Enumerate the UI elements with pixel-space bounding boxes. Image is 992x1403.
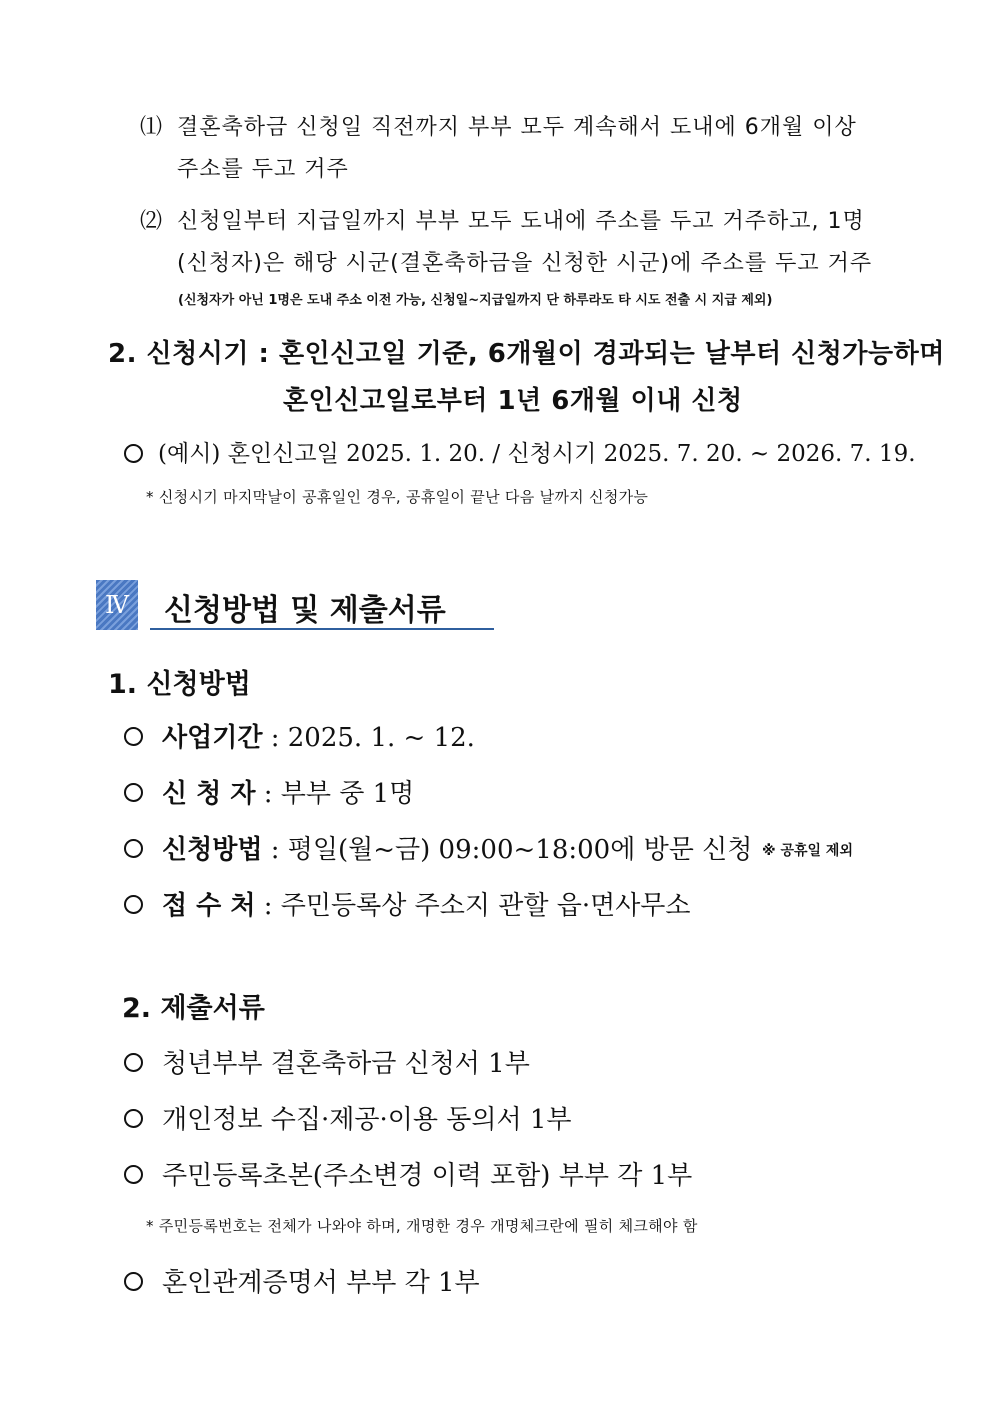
condition-1-line1: 결혼축하금 신청일 직전까지 부부 모두 계속해서 도내에 6개월 이상: [177, 115, 857, 140]
method-row-value: : 2025. 1. ~ 12.: [270, 723, 475, 753]
method-row-value: : 평일(월~금) 09:00~18:00에 방문 신청: [270, 835, 753, 865]
section-title: 신청방법 및 제출서류: [164, 593, 446, 628]
method-row-office: [162, 885, 691, 922]
method-row-value: : 주민등록상 주소지 관할 읍·면사무소: [263, 891, 691, 921]
section-roman-numeral: Ⅳ: [105, 591, 129, 619]
circle-bullet-icon: [124, 1053, 143, 1072]
document-item: 혼인관계증명서 부부 각 1부: [162, 1268, 480, 1298]
documents-note: * 주민등록번호는 전체가 나와야 하며, 개명한 경우 개명체크란에 필히 체크해야 함: [146, 1217, 698, 1235]
condition-2-line1: 신청일부터 지급일까지 부부 모두 도내에 주소를 두고 거주하고, 1명: [177, 209, 865, 234]
condition-1-number: ⑴: [140, 115, 164, 140]
method-heading: 1. 신청방법: [108, 669, 251, 700]
method-row-period: [162, 717, 475, 754]
section-title-underline: [150, 628, 494, 630]
circle-bullet-icon: [124, 444, 143, 463]
method-row-method: [162, 829, 752, 866]
method-row-label: 접 수 처: [162, 891, 256, 921]
document-item: 개인정보 수집·제공·이용 동의서 1부: [162, 1105, 572, 1135]
circle-bullet-icon: [124, 727, 143, 746]
method-row-label: 사업기간: [162, 723, 263, 753]
timing-heading-line1: 2. 신청시기 : 혼인신고일 기준, 6개월이 경과되는 날부터 신청가능하며: [108, 339, 945, 369]
condition-1-line2: 주소를 두고 거주: [177, 157, 349, 182]
section-roman-badge: [96, 580, 138, 630]
condition-2-number: ⑵: [140, 209, 164, 234]
document-item: 주민등록초본(주소변경 이력 포함) 부부 각 1부: [162, 1161, 693, 1191]
circle-bullet-icon: [124, 783, 143, 802]
holiday-exclusion-note: ※ 공휴일 제외: [762, 843, 853, 859]
timing-example: (예시) 혼인신고일 2025. 1. 20. / 신청시기 2025. 7. 20. ~ 2026. 7. 19.: [158, 441, 916, 467]
method-row-value: : 부부 중 1명: [263, 779, 415, 809]
timing-note: * 신청시기 마지막날이 공휴일인 경우, 공휴일이 끝난 다음 날까지 신청가능: [146, 488, 649, 506]
method-row-label: 신 청 자: [162, 779, 256, 809]
condition-2-note: (신청자가 아닌 1명은 도내 주소 이전 가능, 신청일~지급일까지 단 하루라도 타 시도 전출 시 지급 제외): [178, 293, 773, 308]
documents-heading: 2. 제출서류: [122, 993, 265, 1024]
circle-bullet-icon: [124, 1165, 143, 1184]
circle-bullet-icon: [124, 895, 143, 914]
method-row-label: 신청방법: [162, 835, 263, 865]
circle-bullet-icon: [124, 839, 143, 858]
timing-heading-line2: 혼인신고일로부터 1년 6개월 이내 신청: [283, 386, 743, 416]
condition-2-line2: (신청자)은 해당 시군(결혼축하금을 신청한 시군)에 주소를 두고 거주: [177, 251, 873, 276]
circle-bullet-icon: [124, 1109, 143, 1128]
method-row-applicant: [162, 773, 414, 810]
document-item: 청년부부 결혼축하금 신청서 1부: [162, 1049, 530, 1079]
circle-bullet-icon: [124, 1272, 143, 1291]
